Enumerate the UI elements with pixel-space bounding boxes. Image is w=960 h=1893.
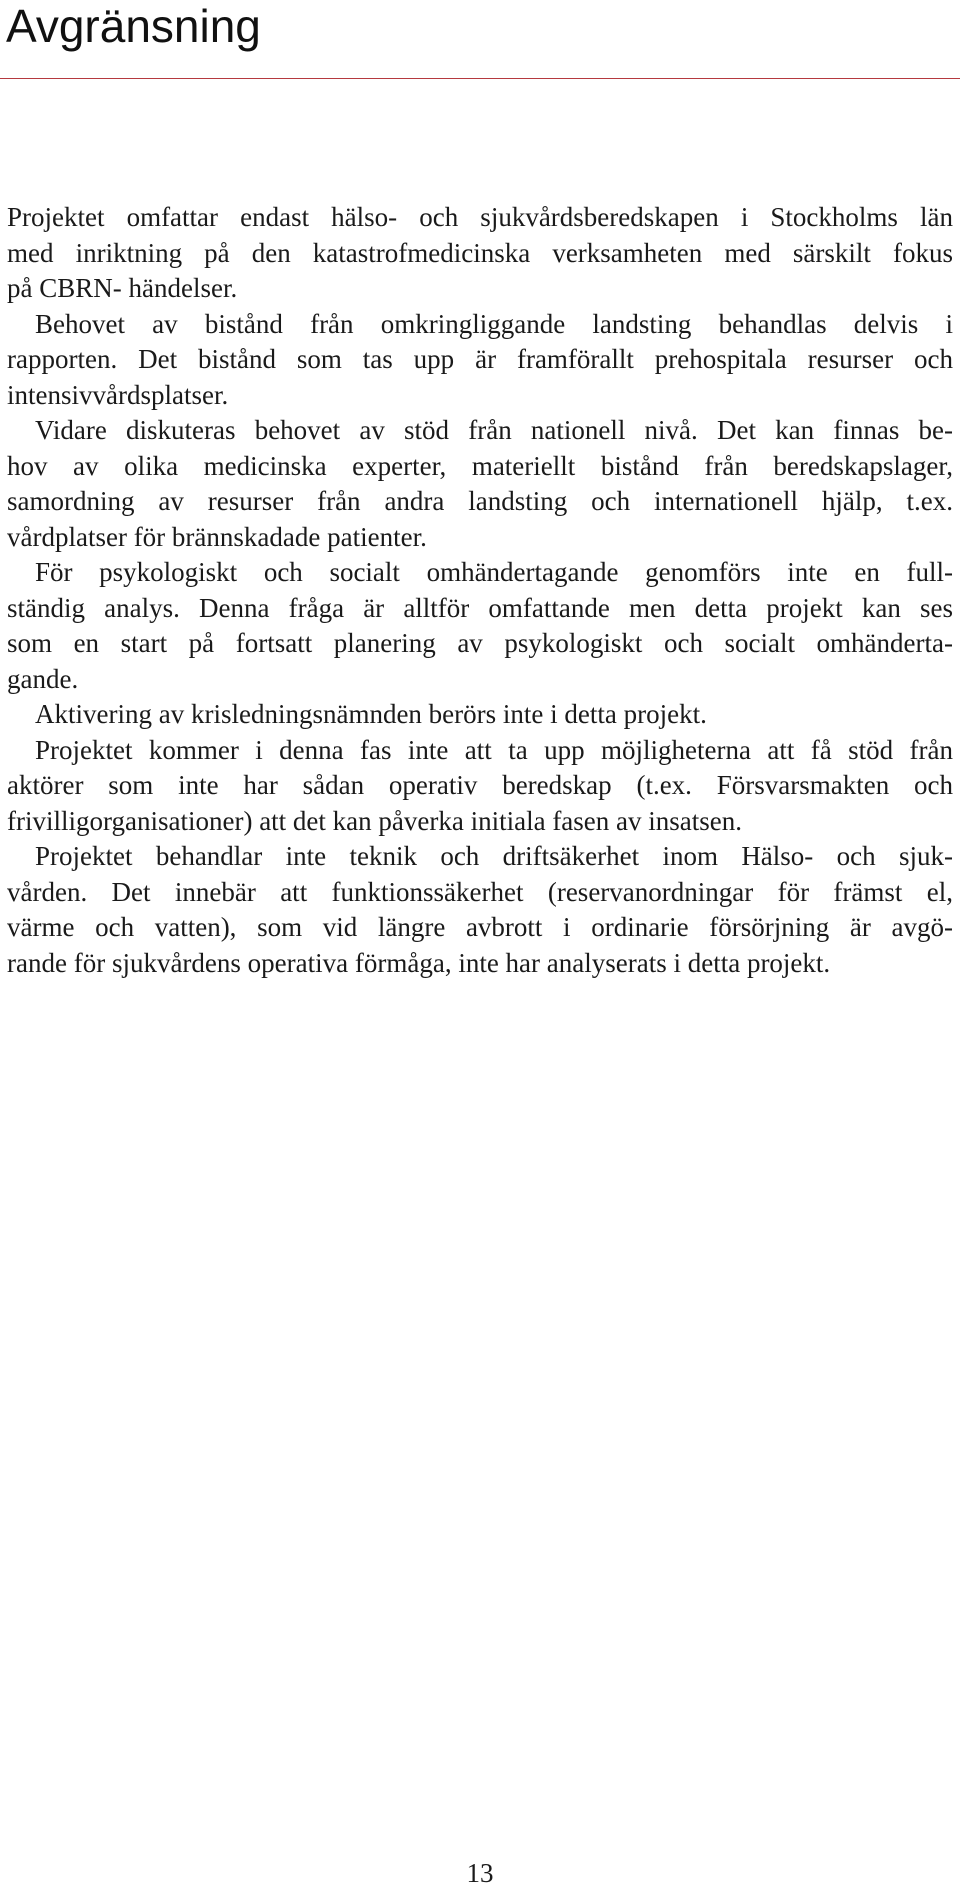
- paragraph-line: vården. Det innebär att funktionssäkerhet (reservanordningar för främst el,: [7, 876, 953, 907]
- paragraph-line: med inriktning på den katastrofmedicinska verksamheten med särskilt fokus: [7, 237, 953, 268]
- paragraph-line: Projektet kommer i denna fas inte att ta upp möjligheterna att få stöd från: [35, 734, 953, 765]
- paragraph-line: värme och vatten), som vid längre avbrott i ordinarie försörjning är avgö-: [7, 912, 953, 942]
- paragraph-line: Vidare diskuteras behovet av stöd från nationell nivå. Det kan finnas be-: [35, 415, 953, 445]
- paragraph-technical-reliability: [7, 839, 953, 981]
- paragraph-line: vårdplatser för brännskadade patienter.: [7, 521, 427, 552]
- heading-divider: [0, 78, 960, 79]
- paragraph-line: rande för sjukvårdens operativa förmåga, inte har analyserats i detta projekt.: [7, 947, 831, 978]
- paragraph-other-actors: [7, 733, 953, 840]
- paragraph-line: ständig analys. Denna fråga är alltför omfattande men detta projekt kan ses: [7, 592, 953, 623]
- paragraph-line: intensivvårdsplatser.: [7, 379, 229, 410]
- paragraph-national-support: [7, 413, 953, 555]
- section-heading: Avgränsning: [6, 0, 261, 52]
- paragraph-line: frivilligorganisationer) att det kan påverka initiala fasen av insatsen.: [7, 805, 742, 836]
- paragraph-crisis-board: [7, 697, 953, 733]
- paragraph-line: hov av olika medicinska experter, materiellt bistånd från beredskapslager,: [7, 450, 953, 481]
- paragraph-psychological-care: [7, 555, 953, 697]
- paragraph-line: Projektet behandlar inte teknik och driftsäkerhet inom Hälso- och sjuk-: [35, 841, 953, 871]
- paragraph-neighbouring-support: [7, 307, 953, 414]
- paragraph-line: gande.: [7, 663, 79, 694]
- paragraph-line: Behovet av bistånd från omkringliggande landsting behandlas delvis i: [35, 308, 953, 339]
- paragraph-line: rapporten. Det bistånd som tas upp är framförallt prehospitala resurser och: [7, 344, 953, 374]
- page-number: 13: [466, 1858, 494, 1888]
- paragraph-scope: [7, 200, 953, 307]
- paragraph-line: För psykologiskt och socialt omhändertagande genomförs inte en full-: [35, 557, 953, 587]
- paragraph-line: på CBRN- händelser.: [7, 273, 238, 303]
- body-text: [7, 200, 953, 981]
- paragraph-line: samordning av resurser från andra landsting och internationell hjälp, t.ex.: [7, 486, 953, 516]
- paragraph-line: aktörer som inte har sådan operativ beredskap (t.ex. Försvarsmakten och: [7, 770, 953, 800]
- paragraph-line: Aktivering av krisledningsnämnden berörs inte i detta projekt.: [35, 699, 707, 729]
- paragraph-line: Projektet omfattar endast hälso- och sjukvårdsberedskapen i Stockholms län: [7, 202, 953, 232]
- paragraph-line: som en start på fortsatt planering av psykologiskt och socialt omhänderta-: [7, 628, 953, 658]
